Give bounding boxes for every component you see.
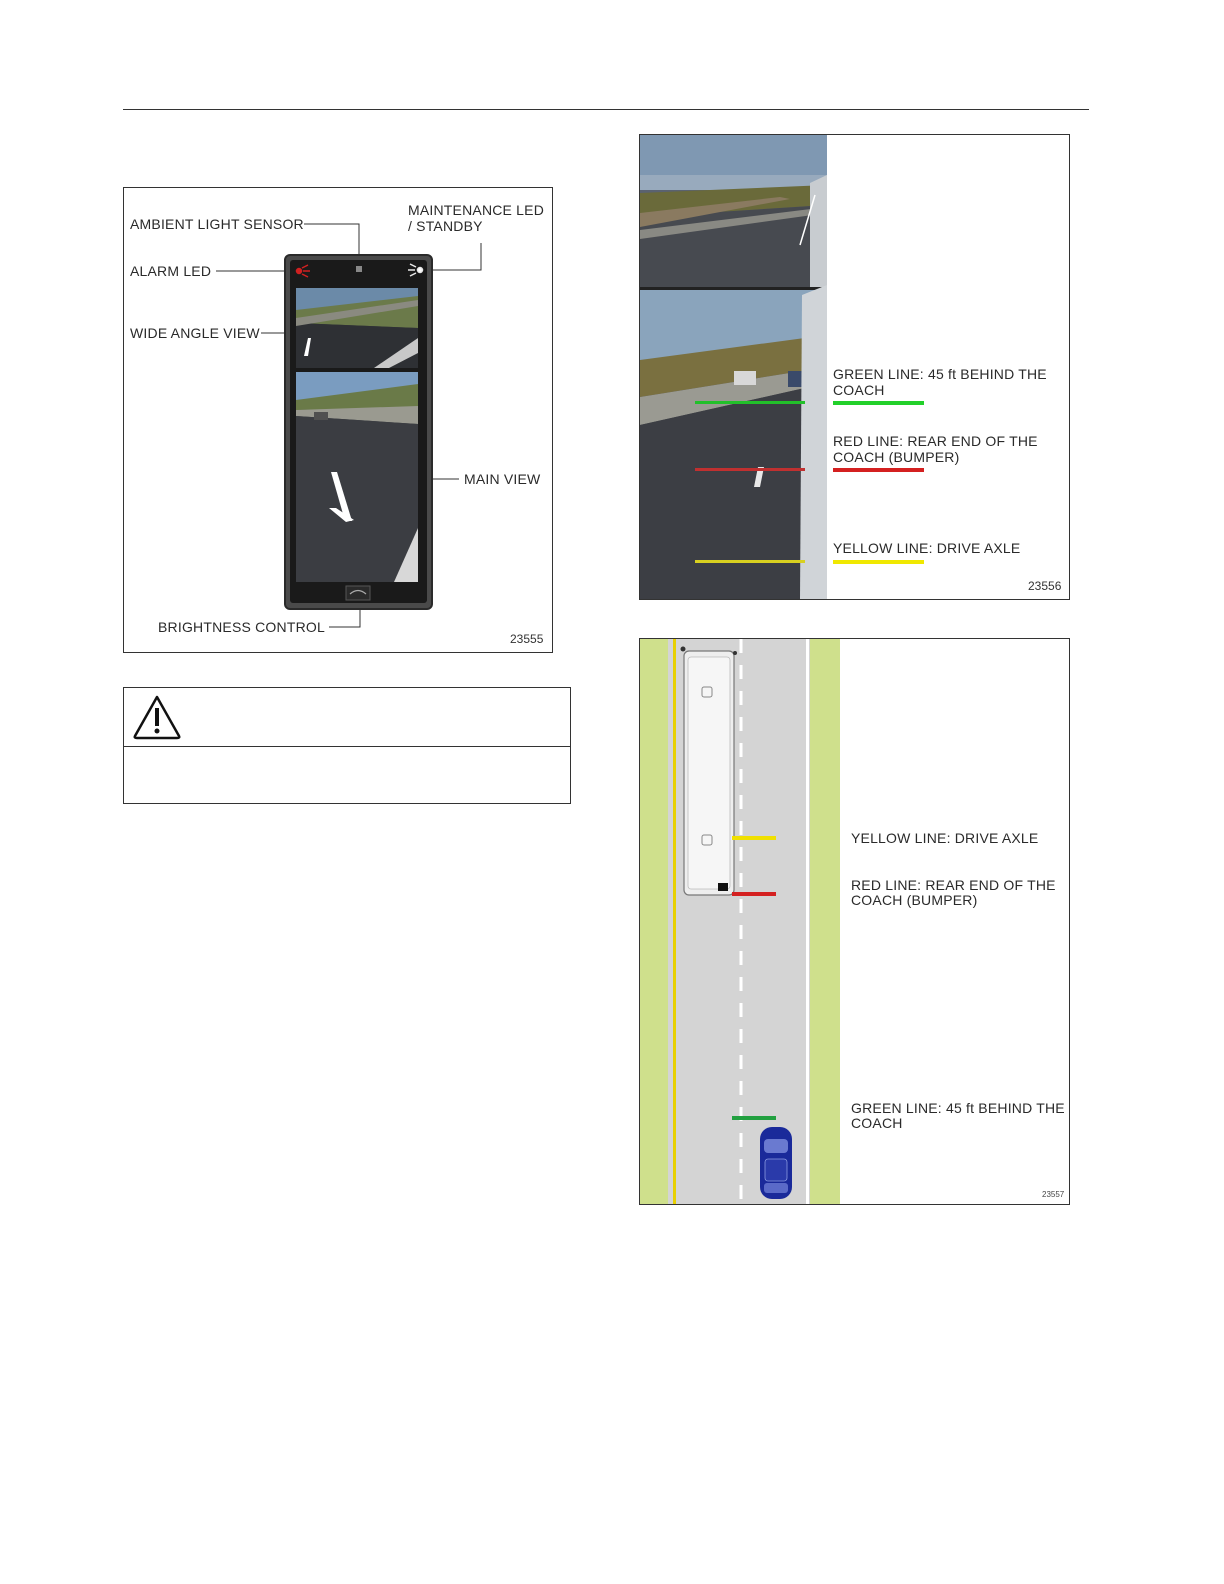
brightness-control: [346, 586, 370, 600]
camera-green-swatch: [833, 401, 924, 405]
camera-red-line-label-2: COACH (BUMPER): [833, 449, 960, 465]
top-yellow-guide-line: [732, 836, 776, 840]
warning-box-header: [124, 688, 570, 747]
camera-green-guide-line: [695, 401, 805, 404]
top-red-line-label-2: COACH (BUMPER): [851, 892, 978, 908]
camera-yellow-swatch: [833, 560, 924, 564]
brightness-control-label: BRIGHTNESS CONTROL: [158, 619, 325, 635]
figure-number: 23557: [1042, 1190, 1065, 1199]
camera-wide-angle-image: [640, 135, 827, 287]
maintenance-led-label-line1: MAINTENANCE LED: [408, 202, 545, 218]
wide-angle-view-label: WIDE ANGLE VIEW: [130, 325, 260, 341]
top-view-figure: [639, 638, 1070, 1205]
alarm-led-label: ALARM LED: [130, 263, 212, 279]
main-view-label: MAIN VIEW: [464, 471, 541, 487]
camera-view-photo: [640, 135, 828, 599]
camera-yellow-guide-line: [695, 560, 805, 563]
maintenance-led-label-line2: / STANDBY: [408, 218, 483, 234]
right-grass: [810, 639, 840, 1204]
main-view-screen: [296, 372, 418, 582]
following-car: [760, 1127, 792, 1199]
top-green-guide-line: [732, 1116, 776, 1120]
road-yellow-edge: [673, 639, 676, 1204]
top-green-line-label-2: COACH: [851, 1115, 903, 1131]
header-rule: [123, 109, 1089, 110]
top-green-line-label-1: GREEN LINE: 45 ft BEHIND THE: [851, 1100, 1065, 1116]
top-red-guide-line: [732, 892, 776, 896]
camera-red-guide-line: [695, 468, 805, 471]
top-yellow-line-label: YELLOW LINE: DRIVE AXLE: [851, 830, 1039, 846]
figure-number: 23555: [510, 632, 544, 646]
camera-view-figure: [639, 134, 1070, 600]
top-view-road-drawing: [640, 639, 840, 1204]
wide-angle-screen: [296, 288, 418, 368]
camera-green-line-label-2: COACH: [833, 382, 885, 398]
left-grass: [640, 639, 668, 1204]
road-white-edge: [806, 639, 809, 1204]
mirror-figure: [123, 187, 553, 653]
top-red-line-label-1: RED LINE: REAR END OF THE: [851, 877, 1056, 893]
camera-red-swatch: [833, 468, 924, 472]
figure-number: 23556: [1028, 579, 1062, 593]
mirror-monitor-drawing: [124, 188, 552, 652]
ambient-light-sensor: [356, 266, 362, 272]
coach: [681, 647, 738, 896]
camera-red-line-label-1: RED LINE: REAR END OF THE: [833, 433, 1038, 449]
warning-triangle-icon: [132, 694, 182, 740]
ambient-light-sensor-label: AMBIENT LIGHT SENSOR: [130, 216, 304, 232]
camera-yellow-line-label: YELLOW LINE: DRIVE AXLE: [833, 540, 1021, 556]
warning-box: [123, 687, 571, 804]
camera-main-image: [640, 285, 827, 599]
camera-green-line-label-1: GREEN LINE: 45 ft BEHIND THE: [833, 366, 1047, 382]
brightness-leader: [329, 610, 360, 627]
